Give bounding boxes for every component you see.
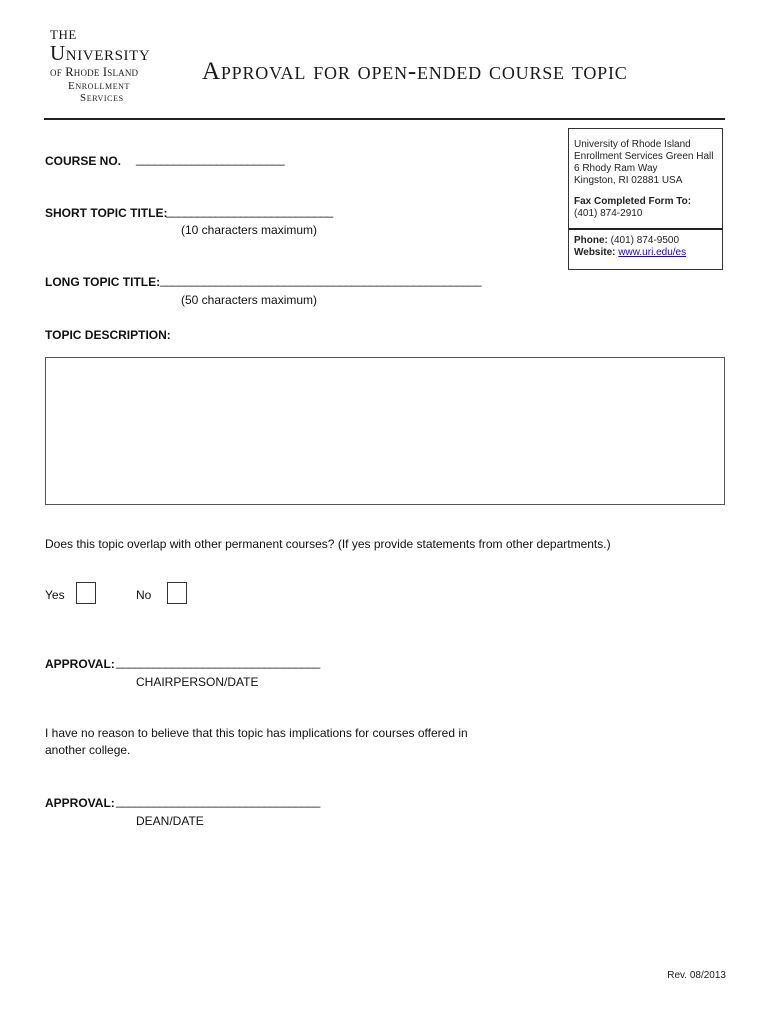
course-no-field[interactable]: ________________________: [136, 152, 285, 166]
address-line: 6 Rhody Ram Way: [574, 163, 658, 174]
contact-block: [574, 235, 722, 259]
topic-description-label: TOPIC DESCRIPTION:: [45, 328, 171, 342]
logo-line-enrollment: Enrollment: [68, 80, 131, 92]
long-topic-title-field[interactable]: ____________________________________________________: [160, 273, 482, 287]
logo-line-university: University: [50, 41, 151, 65]
chairperson-date-caption: CHAIRPERSON/DATE: [136, 675, 259, 689]
revision-date: Rev. 08/2013: [667, 970, 726, 981]
address-line: University of Rhode Island: [574, 139, 691, 150]
logo-line-rhode-island: of Rhode Island: [50, 65, 139, 79]
yes-checkbox[interactable]: [76, 582, 96, 604]
chairperson-approval-label: APPROVAL:: [45, 657, 115, 671]
dean-approval-field[interactable]: _________________________________: [116, 794, 320, 808]
chairperson-approval-field[interactable]: _________________________________: [116, 655, 320, 669]
no-checkbox[interactable]: [167, 582, 187, 604]
dean-date-caption: DEAN/DATE: [136, 814, 204, 828]
no-label: No: [136, 588, 152, 602]
fax-number: (401) 874-2910: [574, 208, 643, 219]
topic-description-textarea[interactable]: [45, 357, 725, 505]
address-line: Kingston, RI 02881 USA: [574, 175, 683, 186]
implications-statement-line1: I have no reason to believe that this topic has implications for courses offered in: [45, 726, 468, 740]
overlap-question: Does this topic overlap with other permanent courses? (If yes provide statements from other departments.): [45, 537, 611, 551]
implications-statement-line2: another college.: [45, 743, 131, 757]
fax-block: [574, 196, 722, 220]
phone-label: Phone:: [574, 235, 608, 246]
form-title: Approval for open-ended course topic: [202, 58, 628, 85]
info-box-divider: [569, 228, 723, 230]
yes-label: Yes: [45, 588, 65, 602]
fax-label: Fax Completed Form To:: [574, 196, 692, 207]
course-no-label: COURSE NO.: [45, 154, 122, 168]
website-label: Website:: [574, 247, 616, 258]
phone-number: (401) 874-9500: [607, 235, 680, 246]
header-divider: [44, 118, 725, 120]
short-topic-title-field[interactable]: ___________________________: [166, 204, 333, 218]
long-topic-title-hint: (50 characters maximum): [181, 293, 318, 307]
logo-line-services: Services: [80, 92, 124, 104]
logo-line-the: THE: [50, 27, 77, 42]
address-block: [574, 139, 722, 187]
uri-logo: [50, 28, 170, 104]
dean-approval-label: APPROVAL:: [45, 796, 115, 810]
contact-info-box: [568, 128, 723, 270]
short-topic-title-hint: (10 characters maximum): [181, 223, 318, 237]
long-topic-title-label: LONG TOPIC TITLE:: [45, 275, 161, 289]
website-link[interactable]: www.uri.edu/es: [618, 247, 687, 258]
short-topic-title-label: SHORT TOPIC TITLE:: [45, 206, 168, 220]
address-line: Enrollment Services Green Hall: [574, 151, 714, 162]
